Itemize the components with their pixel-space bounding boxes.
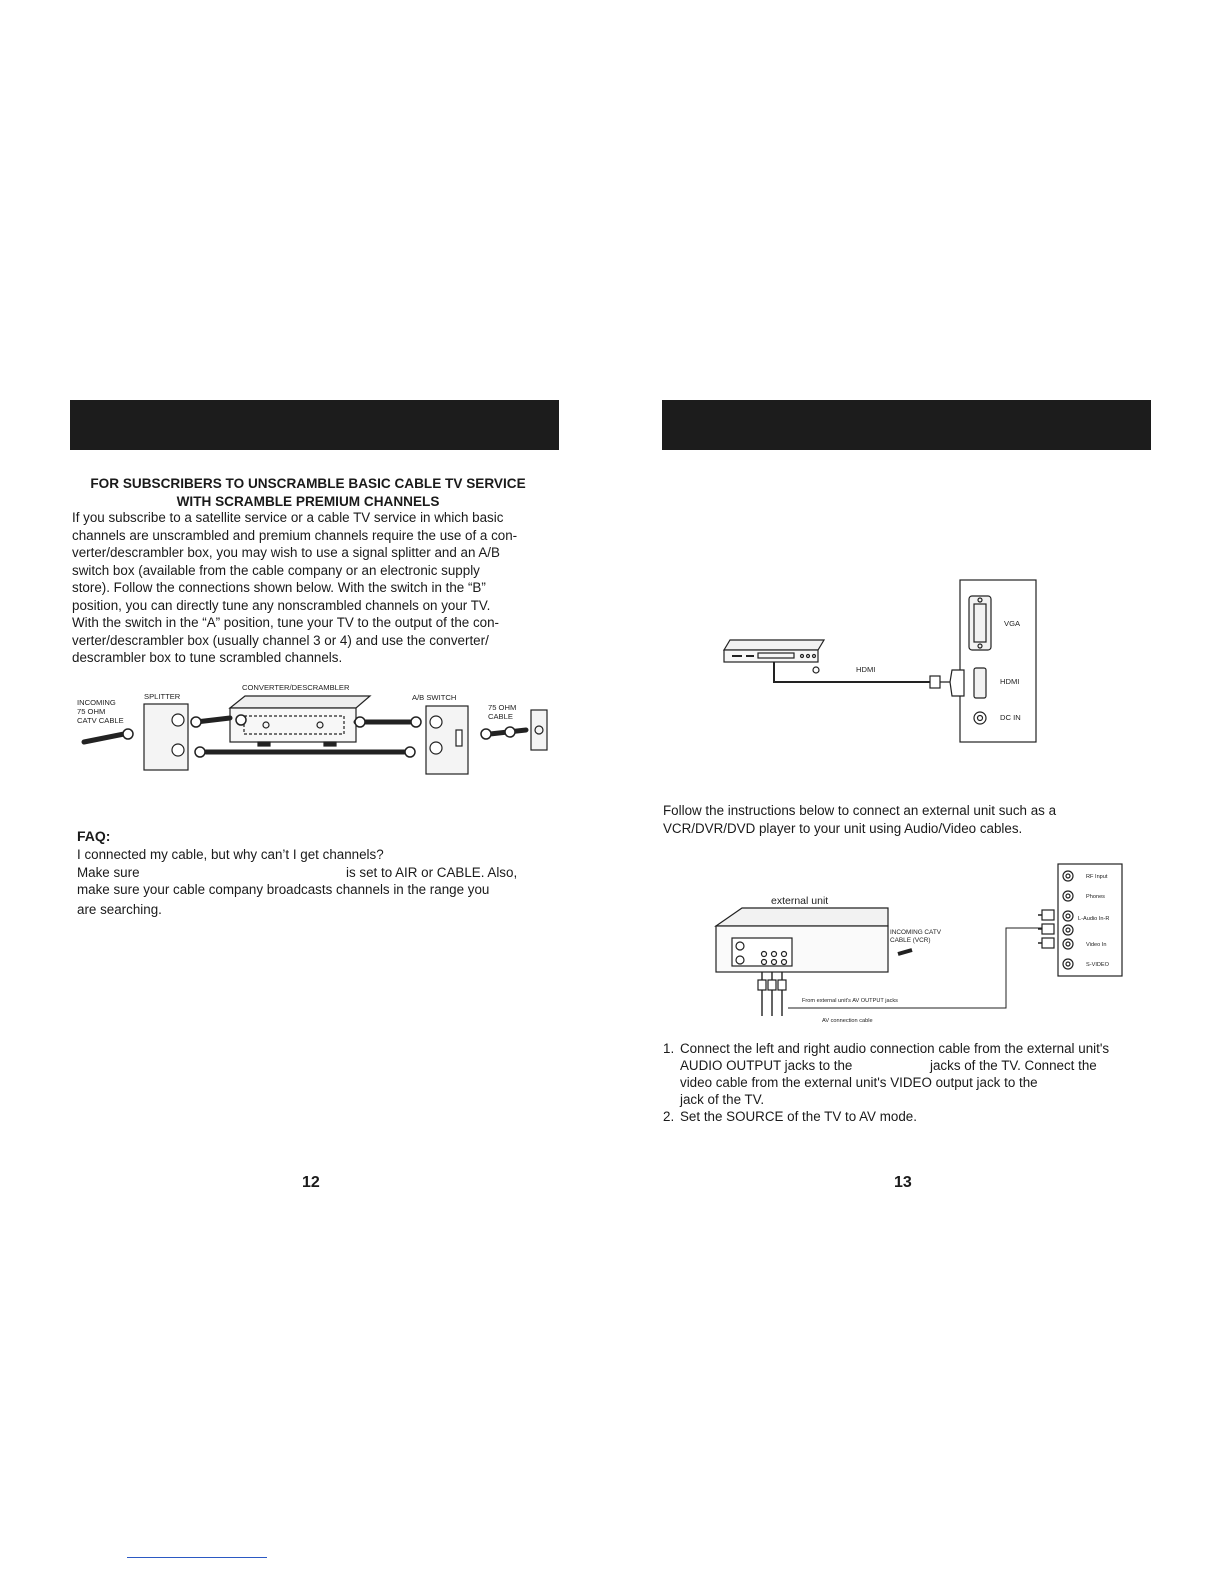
av-intro-line2: VCR/DVR/DVD player to your unit using Audio/Video cables. bbox=[663, 821, 1023, 836]
left-header-bar bbox=[70, 400, 559, 450]
label-hdmi-cable: HDMI bbox=[856, 665, 876, 674]
faq-answer-line2: make sure your cable company broadcasts channels in the range you bbox=[77, 882, 490, 897]
right-header-bar bbox=[662, 400, 1151, 450]
hdmi-connection-diagram bbox=[720, 578, 1040, 744]
faq-title: FAQ: bbox=[77, 828, 111, 844]
label-vga: VGA bbox=[1004, 619, 1021, 628]
label-ab-switch: A/B SWITCH bbox=[412, 693, 457, 702]
label-video-in: Video In bbox=[1086, 942, 1107, 948]
paragraph-line: channels are unscrambled and premium channels require the use of a con- bbox=[72, 527, 518, 543]
cable-converter-diagram bbox=[70, 678, 560, 778]
label-from-jacks: From external unit's AV OUTPUT jacks bbox=[802, 998, 898, 1004]
label-incoming-catv: INCOMING CATV bbox=[890, 929, 942, 936]
heading-line-1: FOR SUBSCRIBERS TO UNSCRAMBLE BASIC CABLE TV SERVICE bbox=[90, 476, 526, 491]
paragraph-line: store). Follow the connections shown below. With the switch in the “B” bbox=[72, 580, 486, 595]
paragraph-line: verter/descrambler box (usually channel 3 or 4) and use the converter/ bbox=[72, 632, 489, 648]
label-hdmi-port: HDMI bbox=[1000, 677, 1020, 686]
label-s-video: S-VIDEO bbox=[1086, 962, 1110, 968]
paragraph-line: position, you can directly tune any nonscrambled channels on your TV. bbox=[72, 597, 491, 613]
faq-question: I connected my cable, but why can’t I get channels? bbox=[77, 847, 384, 862]
hdmi-port bbox=[974, 668, 986, 698]
faq-answer-line3: are searching. bbox=[77, 902, 162, 917]
label-ohm-1: 75 OHM bbox=[488, 703, 517, 712]
av-connection-diagram bbox=[712, 862, 1128, 1028]
bottom-link-underline bbox=[127, 1557, 267, 1558]
wall-plate bbox=[531, 710, 547, 750]
paragraph-line: switch box (available from the cable company or an electronic supply bbox=[72, 562, 480, 578]
label-incoming-3: CATV CABLE bbox=[77, 716, 124, 725]
intro-paragraph bbox=[72, 509, 517, 667]
step-1-line2a: AUDIO OUTPUT jacks to the bbox=[680, 1058, 853, 1073]
step-2-number: 2. bbox=[663, 1109, 675, 1124]
converter-box bbox=[230, 708, 356, 742]
faq-answer-start: Make sure bbox=[77, 865, 140, 880]
label-ohm-2: CABLE bbox=[488, 712, 513, 721]
page-number-right: 13 bbox=[894, 1174, 912, 1191]
label-rf-input: RF Input bbox=[1086, 874, 1108, 880]
faq-answer-mid: is set to AIR or CABLE. Also, bbox=[346, 865, 518, 880]
page-number-left: 12 bbox=[302, 1174, 320, 1191]
label-incoming-2: 75 OHM bbox=[77, 707, 106, 716]
label-audio-in: L-Audio In-R bbox=[1078, 916, 1110, 922]
step-1-line2b: jacks of the TV. Connect the bbox=[930, 1058, 1097, 1073]
paragraph-line: descrambler box to tune scrambled channels. bbox=[72, 650, 343, 665]
paragraph-line: If you subscribe to a satellite service or a cable TV service in which basic bbox=[72, 510, 504, 525]
step-1-line4: jack of the TV. bbox=[680, 1092, 765, 1107]
splitter-box bbox=[144, 704, 188, 770]
label-external-unit: external unit bbox=[771, 895, 829, 907]
step-1-line1: Connect the left and right audio connection cable from the external unit's bbox=[680, 1041, 1110, 1056]
label-av-cable: AV connection cable bbox=[822, 1018, 873, 1024]
paragraph-line: verter/descrambler box, you may wish to use a signal splitter and an A/B bbox=[72, 545, 500, 560]
paragraph-line: With the switch in the “A” position, tune your TV to the output of the con- bbox=[72, 615, 499, 630]
label-phones: Phones bbox=[1086, 894, 1105, 900]
label-dc-in: DC IN bbox=[1000, 713, 1021, 722]
step-1-number: 1. bbox=[663, 1041, 675, 1056]
label-splitter: SPLITTER bbox=[144, 692, 181, 701]
converter-top bbox=[230, 696, 370, 708]
label-cable-vcr: CABLE (VCR) bbox=[890, 937, 931, 944]
av-intro-line1: Follow the instructions below to connect an external unit such as a bbox=[663, 803, 1057, 818]
step-1-line3: video cable from the external unit's VIDEO output jack to the bbox=[680, 1075, 1038, 1090]
label-converter: CONVERTER/DESCRAMBLER bbox=[242, 683, 350, 692]
section-heading bbox=[70, 475, 546, 511]
step-2-text: Set the SOURCE of the TV to AV mode. bbox=[680, 1109, 917, 1124]
label-incoming-1: INCOMING bbox=[77, 698, 116, 707]
heading-line-2: WITH SCRAMBLE PREMIUM CHANNELS bbox=[176, 494, 440, 509]
